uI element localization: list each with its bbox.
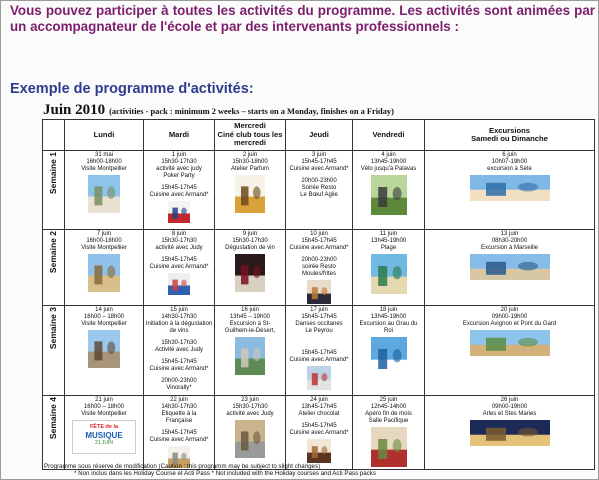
footer-notes: [44, 463, 376, 477]
cathedral-photo: [88, 330, 120, 368]
activity-line: 15h30-17h30: [161, 340, 197, 346]
intro-text: Vous pouvez participer à toutes les activités du programme. Les activités sont animées par un accompagnateur de l'école et par des intervenants professionnels :: [10, 3, 595, 34]
week-label: Semaine 4: [48, 397, 58, 440]
day-cell: [425, 230, 595, 306]
week-label-cell: [43, 230, 65, 306]
activity-line: 12h45-14h00: [370, 404, 407, 410]
activity-line: Visite Montpellier: [81, 166, 127, 172]
day-date: 20 juin: [500, 307, 519, 313]
day-cell: [215, 396, 286, 470]
day-cell: [215, 151, 286, 230]
header-mercredi-line2: Ciné club tous les: [217, 129, 283, 139]
day-cell: [65, 230, 144, 306]
activity-line: 14h30-17h30: [161, 404, 197, 410]
header-excursions: [425, 120, 595, 151]
day-cell: [286, 230, 353, 306]
activity-line: Guilhem-le-Désert,: [224, 328, 276, 334]
activity-line: 15h45-17h45: [301, 423, 337, 429]
activity-line: Vélo jusqu'à Palavas: [360, 166, 417, 172]
activity-line: 20h00-23h00: [301, 257, 337, 263]
week-row: [43, 151, 595, 230]
day-date: 8 juin: [171, 231, 187, 237]
cycling-photo: [371, 175, 407, 215]
activity-line: Initiation à la dégustation: [145, 321, 213, 327]
activity-line: 15h45-17h45: [301, 350, 337, 356]
activity-line: 13h45-19h00: [370, 314, 407, 320]
day-cell: [286, 306, 353, 396]
activity-line: soirée Resto: [302, 264, 336, 270]
activity-line: Plage: [380, 245, 397, 251]
activity-line: Cuisine avec Armand*: [289, 357, 349, 363]
activity-line: Visite Montpellier: [81, 321, 127, 327]
activity-line: Salle Pacifique: [368, 418, 409, 424]
day-cell: [353, 306, 425, 396]
activity-line: 15h30-17h30: [161, 159, 197, 165]
header-mercredi-line1: Mercredi: [234, 121, 266, 131]
day-cell: [425, 396, 595, 470]
activity-line: Cuisine avec Armand*: [289, 430, 349, 436]
activity-line: 15h30-17h30: [232, 238, 268, 244]
program-subheading: Exemple de programme d'activités:: [10, 81, 254, 97]
activity-line: Roi: [383, 328, 393, 334]
header-mercredi: [215, 120, 286, 151]
day-date: 10 juin: [310, 231, 328, 237]
activity-line: Excursion Avignon et Pont du Gard: [462, 321, 557, 327]
activity-line: 14h30-17h30: [161, 314, 197, 320]
activity-line: 09h00-19h00: [491, 404, 528, 410]
week-label: Semaine 1: [48, 152, 58, 195]
day-date: 11 juin: [379, 231, 398, 237]
day-date: 17 juin: [310, 307, 328, 313]
day-cell: [425, 151, 595, 230]
activity-line: 13h45-19h00: [370, 159, 407, 165]
activity-line: 13h45-19h00: [370, 238, 407, 244]
footer-line-1: Programme sous réserve de modification (Caution : this programm may be subject to slight changes): [44, 463, 321, 470]
activity-line: Excursion à Marseille: [480, 245, 539, 251]
activity-line: 15h45-17h45: [301, 159, 337, 165]
activity-line: 15h45-17h45: [301, 314, 337, 320]
activity-line: Excursion à St-: [229, 321, 271, 327]
activity-line: Danses occitanes: [295, 321, 343, 327]
arles-square-photo: [470, 420, 550, 446]
aperitif-photo: [371, 427, 407, 467]
gorge-bridge-photo: [235, 337, 265, 375]
activity-line: Le Bœuf Agile: [300, 192, 338, 198]
activity-line: activité avec Judy: [155, 245, 203, 251]
logo-text-2: MUSIQUE: [85, 431, 123, 440]
activity-line: Le Peyrou: [305, 328, 333, 334]
header-vendredi: Vendredi: [353, 120, 425, 151]
activity-line: 15h45-17h45: [161, 185, 197, 191]
day-cell: [144, 151, 215, 230]
day-cell: [65, 151, 144, 230]
activity-line: Visite Montpellier: [81, 245, 127, 251]
day-cell: [353, 396, 425, 470]
header-excursions-line2: Samedi ou Dimanche: [471, 134, 548, 143]
day-date: 24 juin: [310, 397, 328, 403]
day-date: 22 juin: [170, 397, 188, 403]
activity-line: de vins: [169, 328, 189, 334]
day-cell: [144, 306, 215, 396]
mussels-photo: [307, 280, 331, 304]
day-cell: [286, 151, 353, 230]
activity-line: 20h00-23h00: [161, 378, 197, 384]
header-lundi: Lundi: [65, 120, 144, 151]
activity-line: Poker Party: [163, 173, 195, 179]
day-date: 26 juin: [500, 397, 519, 403]
day-date: 16 juin: [241, 307, 259, 313]
program-table: [42, 119, 595, 470]
activity-line: 16h00-18h00: [86, 159, 122, 165]
activity-line: Excursion au Grau du: [359, 321, 418, 327]
beach-hammock-photo: [371, 254, 407, 294]
activity-line: Cuisine avec Armand*: [289, 166, 349, 172]
activity-line: 09h00-19h00: [491, 314, 528, 320]
activity-line: 15h45-17h45: [161, 430, 197, 436]
week-row: [43, 306, 595, 396]
day-date: 25 juin: [379, 397, 398, 403]
day-date: 31 mai: [94, 152, 113, 158]
activity-line: Soirée Resto: [301, 185, 337, 191]
day-cell: [215, 306, 286, 396]
week-label-cell: [43, 396, 65, 470]
day-date: 13 juin: [500, 231, 519, 237]
header-mardi: Mardi: [144, 120, 215, 151]
activity-line: Cuisine avec Armand*: [149, 192, 209, 198]
day-date: 7 juin: [96, 231, 112, 237]
activity-line: Activité avec Judy: [154, 347, 204, 353]
footer-line-2: * Non inclus dans les Holiday Course et Acti Pass * Not included with the Holiday courses and Acti Pass packs: [74, 470, 376, 477]
wine-tasting-photo: [235, 254, 265, 292]
week-row: [43, 396, 595, 470]
game-photo: [168, 273, 190, 295]
activity-line: Atelier chocolat: [298, 411, 340, 417]
petanque-photo: [235, 420, 265, 458]
activity-line: 15h30-17h30: [161, 238, 197, 244]
activity-line: 13h45 – 19h00: [229, 314, 271, 320]
day-cell: [425, 306, 595, 396]
header-jeudi: Jeudi: [286, 120, 353, 151]
activity-line: 20h00-23h00: [301, 178, 337, 184]
sete-harbour-photo: [470, 175, 550, 201]
day-cell: [65, 306, 144, 396]
month-note: (activities - pack : minimum 2 weeks – starts on a Monday, finishes on a Friday): [109, 107, 394, 116]
activity-line: activité avec Judy: [226, 411, 274, 417]
day-date: 14 juin: [95, 307, 113, 313]
activity-line: 15h30-18h00: [232, 159, 268, 165]
month-title-row: [43, 101, 394, 119]
day-date: 15 juin: [170, 307, 188, 313]
activity-line: activité avec judy: [156, 166, 202, 172]
day-date: 6 juin: [502, 152, 517, 158]
activity-line: Cuisine avec Armand*: [149, 264, 209, 270]
activity-line: Moules/frites: [301, 271, 336, 277]
arc-de-triomphe-photo: [88, 254, 120, 292]
week-label-cell: [43, 151, 65, 230]
poker-cards-photo: [168, 201, 190, 223]
dancers-photo: [307, 366, 331, 390]
activity-line: 16h00 – 18h00: [83, 404, 125, 410]
activity-line: Visite Montpellier: [81, 411, 127, 417]
day-cell: [65, 396, 144, 470]
header-mercredi-line3: mercredi: [233, 138, 267, 148]
week-label-cell: [43, 306, 65, 396]
day-date: 23 juin: [241, 397, 259, 403]
chocolate-photo: [307, 439, 331, 463]
day-date: 1 juin: [171, 152, 187, 158]
corner-cell: [43, 120, 65, 151]
activity-line: 15h45-17h45: [161, 359, 197, 365]
montpellier-photo: [88, 175, 120, 213]
day-date: 3 juin: [311, 152, 327, 158]
day-cell: [286, 396, 353, 470]
week-row: [43, 230, 595, 306]
day-cell: [215, 230, 286, 306]
activity-line: 15h45-17h45: [301, 238, 337, 244]
activity-line: excursion à Sète: [487, 166, 532, 172]
month-title: Juin 2010: [43, 102, 106, 118]
marseille-port-photo: [470, 254, 550, 280]
day-date: 21 juin: [95, 397, 113, 403]
activity-line: Cuisine avec Armand*: [149, 437, 209, 443]
activity-line: 15h45-17h45: [161, 257, 197, 263]
day-date: 4 juin: [381, 152, 396, 158]
activity-line: Française: [165, 418, 193, 424]
perfume-bottle-photo: [235, 175, 265, 213]
activity-line: 16h00-18h00: [86, 238, 122, 244]
day-cell: [144, 396, 215, 470]
activity-line: Dégustation de vin: [225, 245, 275, 251]
activity-line: 10h07-19h00: [491, 159, 528, 165]
activity-line: 08h30-20h00: [491, 238, 528, 244]
week-label: Semaine 3: [48, 307, 58, 350]
activity-line: Atelier Parfum: [230, 166, 269, 172]
day-cell: [353, 230, 425, 306]
day-date: 9 juin: [242, 231, 258, 237]
activity-line: Cuisine avec Armand*: [149, 366, 209, 372]
activity-line: Vinorally*: [166, 385, 192, 391]
fete-de-la-musique-logo: [72, 420, 136, 454]
activity-line: 16h00 – 18h00: [83, 314, 125, 320]
activity-line: Cuisine avec Armand*: [289, 245, 349, 251]
day-cell: [353, 151, 425, 230]
header-excursions-line1: Excursions: [489, 125, 530, 135]
pont-du-gard-photo: [470, 330, 550, 356]
lighthouse-photo: [371, 337, 407, 377]
logo-text-3: 21 JUIN: [94, 440, 114, 446]
activity-line: Etiquette à la: [161, 411, 197, 417]
activity-line: 13h45-17h45: [301, 404, 337, 410]
day-date: 2 juin: [242, 152, 258, 158]
week-label: Semaine 2: [48, 231, 58, 274]
activity-line: 15h30-17h30: [232, 404, 268, 410]
day-date: 18 juin: [379, 307, 398, 313]
day-cell: [144, 230, 215, 306]
logo-text-1: FÊTE de la: [89, 424, 119, 430]
activity-line: Arles et Stes Maries: [482, 411, 537, 417]
activity-line: Apéro fin de mois: [365, 411, 412, 417]
